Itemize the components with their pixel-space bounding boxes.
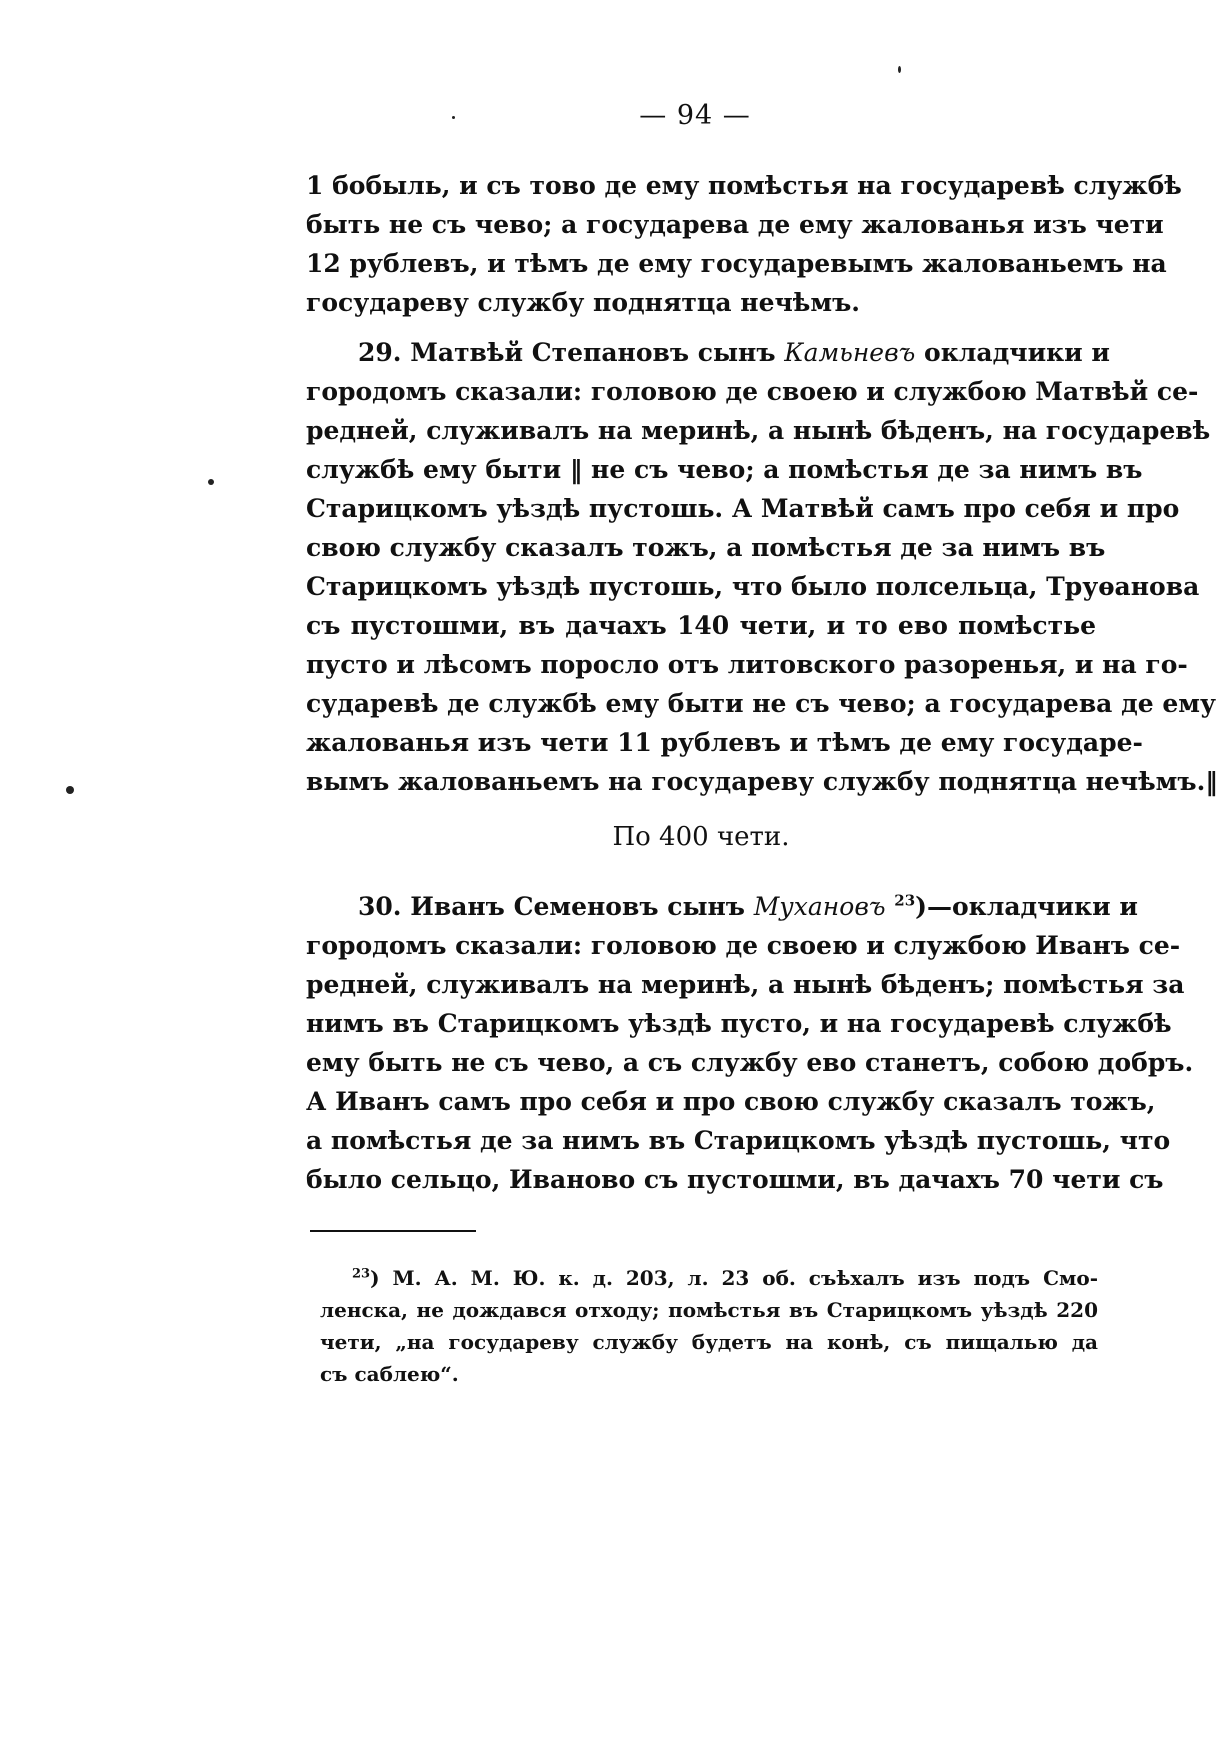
text-line: городомъ сказали: головою де своею и службою Матвѣй се- [306, 377, 1199, 406]
text-line: ему быть не съ чево, а съ службу ево станетъ, собою добръ. [306, 1048, 1194, 1077]
entry-surname: Камьневъ [784, 338, 916, 367]
scan-speck [208, 479, 214, 485]
text-line: 1 бобыль, и съ тово де ему помѣстья на государевѣ службѣ [306, 171, 1182, 200]
entry-29 [306, 333, 1218, 801]
entry-lead-rest: )—окладчики и [915, 892, 1138, 921]
text-line: 12 рублевъ, и тѣмъ де ему государевымъ жалованьемъ на [306, 249, 1167, 278]
text-line: а помѣстья де за нимъ въ Старицкомъ уѣздѣ пустошь, что [306, 1126, 1171, 1155]
footnote-mark: 23 [352, 1266, 371, 1282]
footnote-line: ленска, не дождався отходу; помѣстья въ Старицкомъ уѣздѣ 220 [320, 1298, 1098, 1322]
page-number: — 94 — [639, 100, 751, 131]
text-line: Старицкомъ уѣздѣ пустошь, что было полсельца, Труѳанова [306, 572, 1200, 601]
footnote-text: ) М. А. М. Ю. к. д. 203, л. 23 об. съѣхалъ изъ подъ Смо- [370, 1266, 1098, 1290]
text-line: государеву службу поднятца нечѣмъ. [306, 288, 860, 317]
scan-speck [66, 786, 74, 794]
footnote-line: съ саблею“. [320, 1362, 459, 1386]
entry-surname: Мухановъ [753, 892, 886, 921]
paragraph-continuation [306, 166, 1182, 322]
text-line: службѣ ему быти ‖ не съ чево; а помѣстья де за нимъ въ [306, 455, 1143, 484]
text-line: съ пустошми, въ дачахъ 140 чети, и то ево помѣстье [306, 611, 1096, 640]
footnote-reference: 23 [894, 891, 916, 910]
text-line: сударевѣ де службѣ ему быти не съ чево; а государева де ему [306, 689, 1216, 718]
entry-lead: 30. Иванъ Семеновъ сынъ [358, 892, 745, 921]
text-line: А Иванъ самъ про себя и про свою службу сказалъ тожъ, [306, 1087, 1156, 1116]
text-line: жалованья изъ чети 11 рублевъ и тѣмъ де ему государе- [306, 728, 1143, 757]
footnote-line: чети, „на государеву службу будетъ на конѣ, съ пищалью да [320, 1330, 1098, 1354]
footnote-line [320, 1262, 1098, 1294]
entry-30 [306, 887, 1194, 1199]
text-line: редней, служивалъ на меринѣ, а нынѣ бѣденъ, на государевѣ [306, 416, 1211, 445]
entry-lead-line [306, 887, 1138, 926]
entry-lead-line [306, 333, 1110, 372]
text-line: пусто и лѣсомъ поросло отъ литовского разоренья, и на го- [306, 650, 1188, 679]
text-line: городомъ сказали: головою де своею и службою Иванъ се- [306, 931, 1181, 960]
text-line: было сельцо, Ивановo съ пустошми, въ дачахъ 70 чети съ [306, 1165, 1164, 1194]
text-line: быть не съ чево; а государева де ему жалованья изъ чети [306, 210, 1164, 239]
text-line: вымъ жалованьемъ на государеву службу поднятца нечѣмъ.‖ [306, 767, 1218, 796]
text-line: Старицкомъ уѣздѣ пустошь. А Матвѣй самъ про себя и про [306, 494, 1180, 523]
footnote-divider [310, 1230, 476, 1232]
text-line: редней, служивалъ на меринѣ, а нынѣ бѣденъ; помѣстья за [306, 970, 1185, 999]
entry-lead-rest: окладчики и [924, 338, 1110, 367]
footnote [320, 1262, 1098, 1390]
scan-speck [452, 116, 455, 119]
entry-lead: 29. Матвѣй Степановъ сынъ [358, 338, 776, 367]
text-line: нимъ въ Старицкомъ уѣздѣ пусто, и на государевѣ службѣ [306, 1009, 1172, 1038]
section-heading: По 400 чети. [612, 822, 790, 852]
text-line: свою службу сказалъ тожъ, а помѣстья де за нимъ въ [306, 533, 1106, 562]
scan-speck [898, 66, 901, 73]
